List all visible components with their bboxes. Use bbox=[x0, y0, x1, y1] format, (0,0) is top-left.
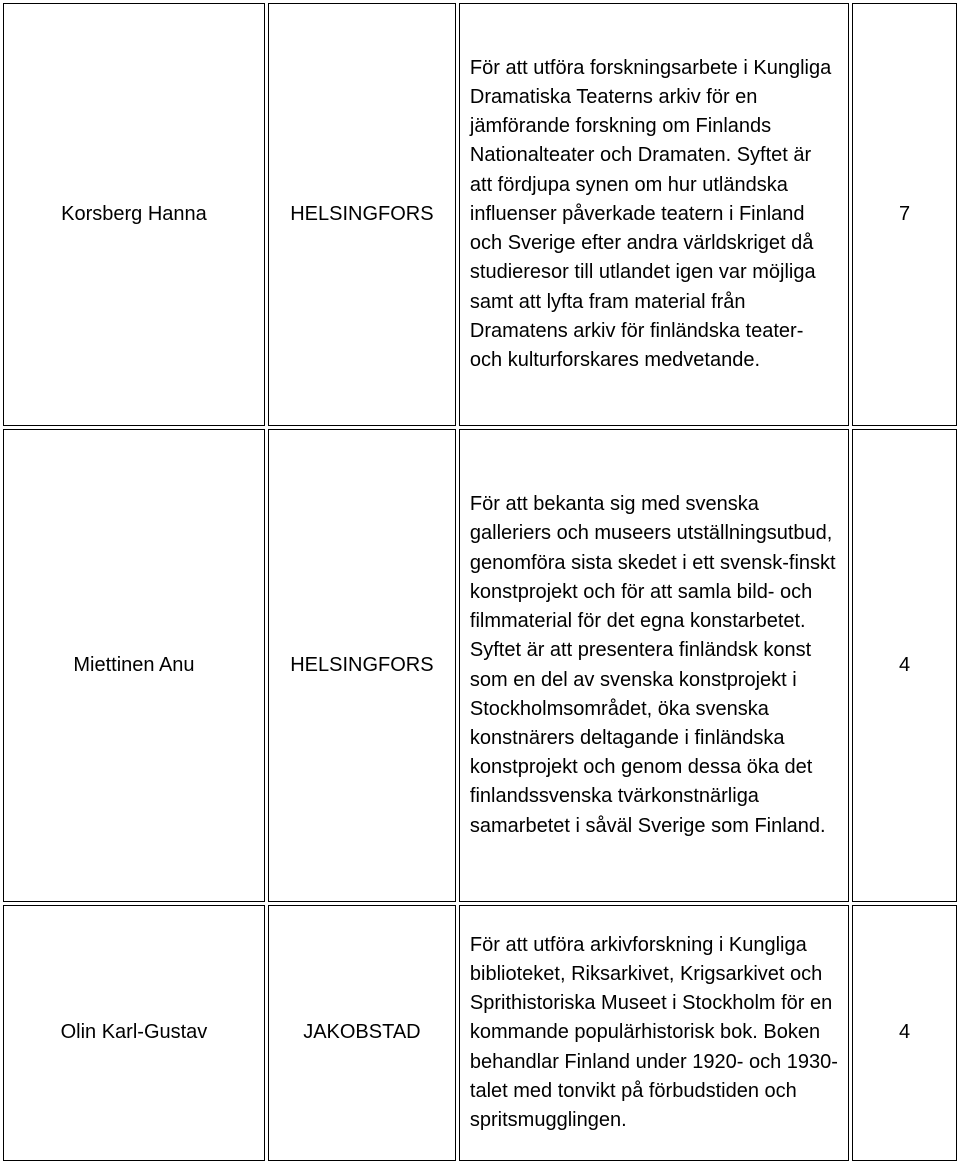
applicant-city: HELSINGFORS bbox=[268, 429, 456, 902]
applicant-name: Korsberg Hanna bbox=[3, 3, 265, 426]
table-row bbox=[3, 429, 957, 902]
grant-purpose: För att utföra forskningsarbete i Kungliga Dramatiska Teaterns arkiv för en jämförande forskning om Finlands Nationalteater och Dramaten. Syftet är att fördjupa synen om hur utländska influenser påverkade teatern i Finland och Sverige efter andra världskriget då studieresor till utlandet igen var möjliga samt att lyfta fram material från Dramatens arkiv för finländska teater- och kulturforskares medvetande. bbox=[459, 3, 849, 426]
grant-purpose: För att bekanta sig med svenska galleriers och museers utställningsutbud, genomföra sista skedet i ett svensk-finskt konstprojekt och för att samla bild- och filmmaterial för det egna konstarbetet. Syftet är att presentera finländsk konst som en del av svenska konstprojekt i Stockholmsområdet, öka svenska konstnärers deltagande i finländska konstprojekt och genom dessa öka det finlandssvenska tvärkonstnärliga samarbetet i såväl Sverige som Finland. bbox=[459, 429, 849, 902]
grant-count: 7 bbox=[852, 3, 957, 426]
applicant-name: Miettinen Anu bbox=[3, 429, 265, 902]
grant-count: 4 bbox=[852, 429, 957, 902]
grant-purpose: För att utföra arkivforskning i Kungliga biblioteket, Riksarkivet, Krigsarkivet och Sprithistoriska Museet i Stockholm för en kommande populärhistorisk bok. Boken behandlar Finland under 1920- och 1930-talet med tonvikt på förbudstiden och spritsmugglingen. bbox=[459, 905, 849, 1161]
table-row bbox=[3, 905, 957, 1161]
grant-count: 4 bbox=[852, 905, 957, 1161]
applicant-name: Olin Karl-Gustav bbox=[3, 905, 265, 1161]
table-row bbox=[3, 3, 957, 426]
applicant-city: JAKOBSTAD bbox=[268, 905, 456, 1161]
applicant-city: HELSINGFORS bbox=[268, 3, 456, 426]
